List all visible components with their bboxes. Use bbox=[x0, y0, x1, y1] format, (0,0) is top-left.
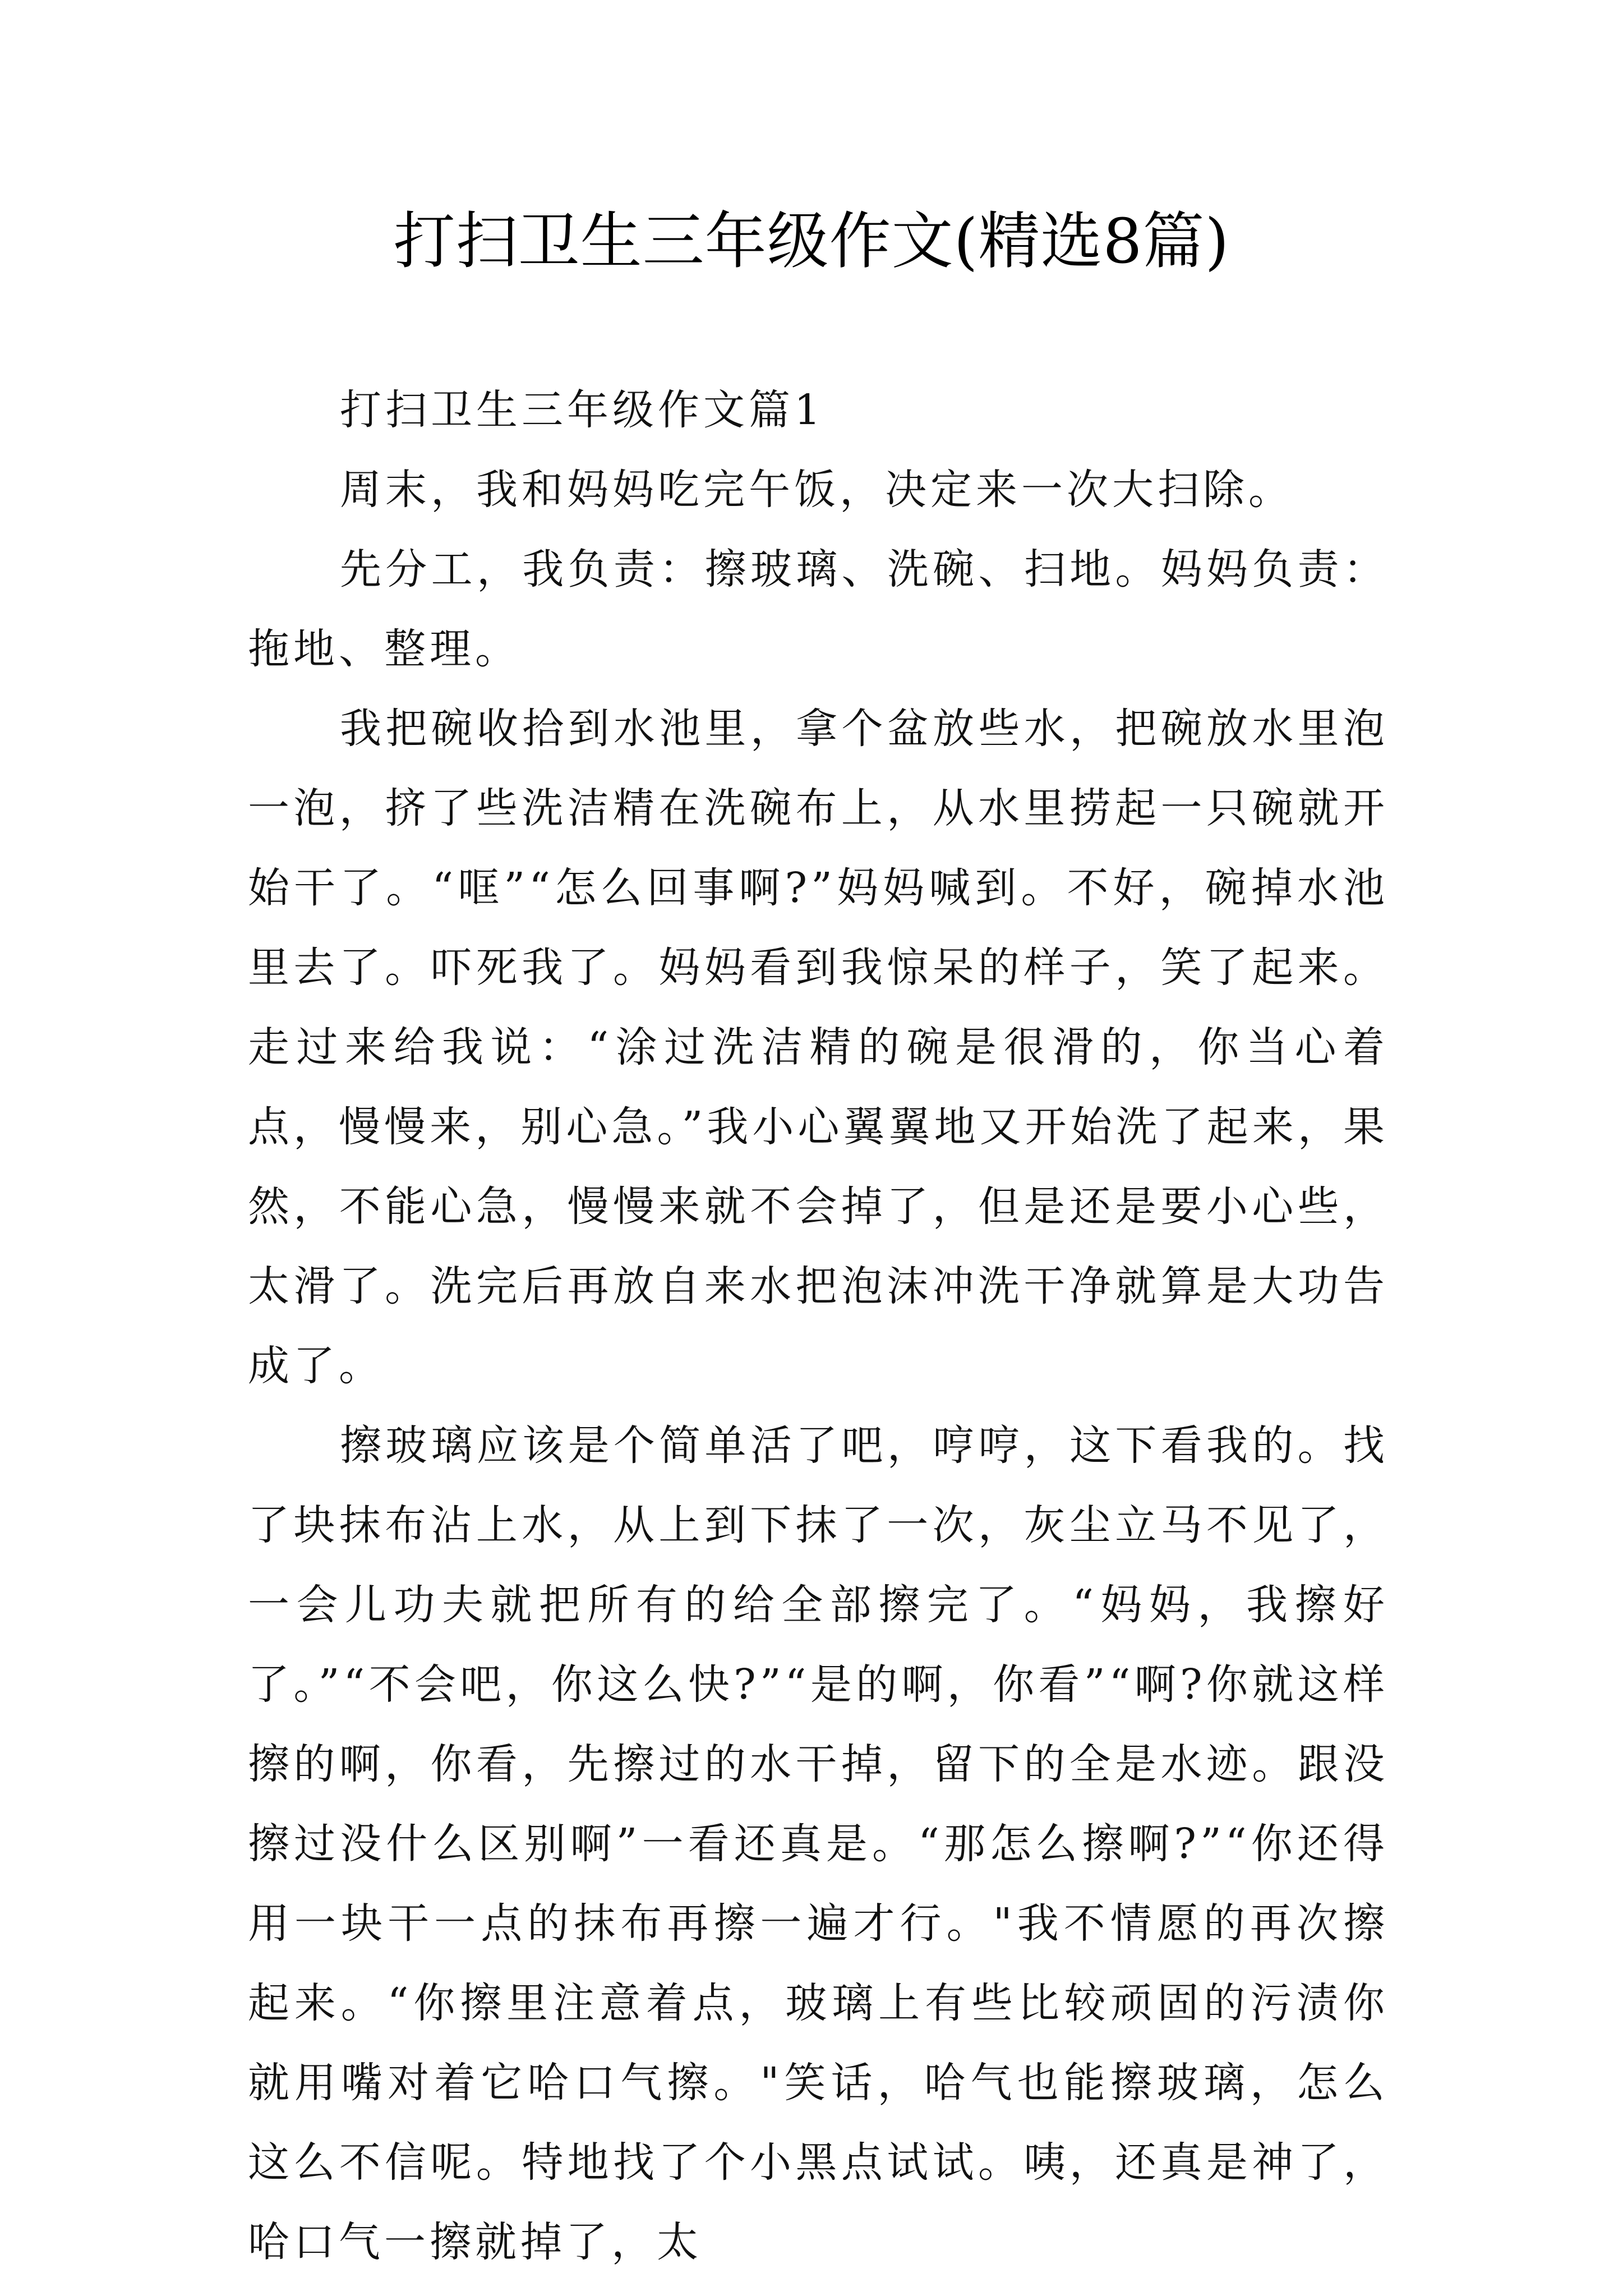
section-heading: 打扫卫生三年级作文篇1 bbox=[340, 386, 825, 434]
document-title: 打扫卫生三年级作文(精选8篇) bbox=[393, 205, 1230, 277]
paragraph-4: 擦玻璃应该是个简单活了吧，哼哼，这下看我的。找了块抹布沾上水，从上到下抹了一次，灰尘立马不见了，一会儿功夫就把所有的给全部擦完了。“妈妈，我擦好了。”“不会吧，你这么快?”“是的啊，你看”“啊?你就这样擦的啊，你看，先擦过的水干掉，留下的全是水迹。跟没擦过没什么区别啊”一看还真是。“那怎么擦啊?”“你还得用一块干一点的抹布再擦一遍才行。"我不情愿的再次擦起来。“你擦里注意着点，玻璃上有些比较顽固的污渍你就用嘴对着它哈口气擦。"笑话，哈气也能擦玻璃，怎么这么不信呢。特地找了个小黑点试试。咦，还真是神了，哈口气一擦就掉了，太 bbox=[248, 1421, 1389, 2266]
paragraph-3: 我把碗收拾到水池里，拿个盆放些水，把碗放水里泡一泡，挤了些洗洁精在洗碗布上，从水里捞起一只碗就开始干了。“哐”“怎么回事啊?”妈妈喊到。不好，碗掉水池里去了。吓死我了。妈妈看到我惊呆的样子，笑了起来。走过来给我说：“涂过洗洁精的碗是很滑的，你当心着点，慢慢来，别心急。”我小心翼翼地又开始洗了起来，果然，不能心急，慢慢来就不会掉了，但是还是要小心些，太滑了。洗完后再放自来水把泡沫冲洗干净就算是大功告成了。 bbox=[248, 705, 1389, 1390]
document-body bbox=[248, 370, 1389, 2282]
paragraph-2: 先分工，我负责：擦玻璃、洗碗、扫地。妈妈负责：拖地、整理。 bbox=[248, 545, 1389, 673]
paragraph-1: 周末，我和妈妈吃完午饭，决定来一次大扫除。 bbox=[340, 466, 1294, 514]
